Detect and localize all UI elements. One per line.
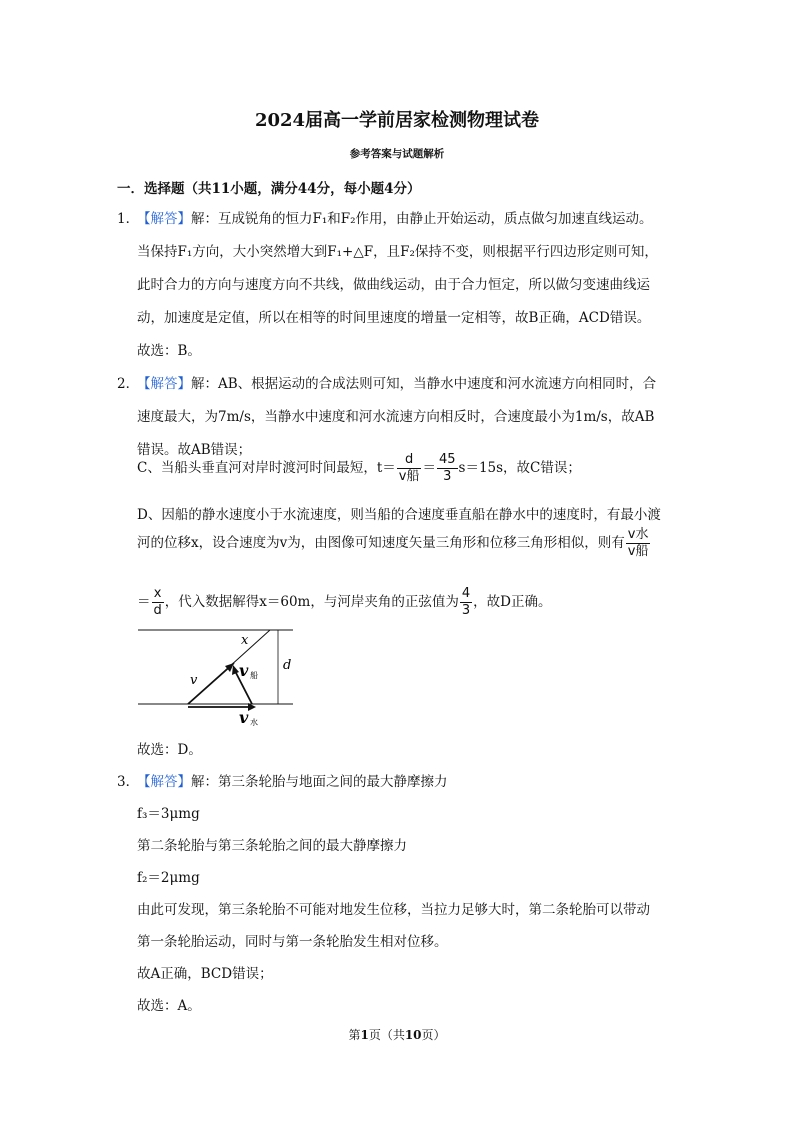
page-subtitle: 参考答案与试题解析 bbox=[349, 148, 445, 160]
section-heading: 一．选择题（共11小题，满分44分，每小题4分） bbox=[117, 181, 421, 197]
footer-text: 页（共 bbox=[368, 1028, 405, 1042]
q3-number: 3． bbox=[117, 774, 140, 790]
q2-answer: 故选：D。 bbox=[137, 742, 202, 758]
answer-tag: 【解答】 bbox=[137, 774, 191, 790]
frac-den: d bbox=[153, 603, 162, 618]
v-boat-arrowhead bbox=[232, 665, 239, 675]
q2-number: 2． bbox=[117, 376, 140, 392]
q2-d2-text: 河的位移x，设合速度为v为，由图像可知速度矢量三角形和位移三角形相似，则有 bbox=[137, 535, 625, 551]
q2-d3-text: ，代入数据解得x＝60m，与河岸夹角的正弦值为 bbox=[164, 594, 459, 610]
q3-line-5: 由此可发现，第三条轮胎不可能对地发生位移，当拉力足够大时，第二条轮胎可以带动 bbox=[137, 902, 650, 918]
q2-line-c bbox=[137, 452, 581, 485]
label-v-boat: v bbox=[239, 661, 249, 680]
q1-line-1 bbox=[137, 207, 653, 227]
velocity-triangle-figure bbox=[138, 625, 308, 730]
frac-num: v水 bbox=[627, 527, 649, 542]
page-number: 1 bbox=[360, 1028, 369, 1042]
frac-num: 4 bbox=[461, 586, 471, 601]
q1-line-4: 动，加速度是定值，所以在相等的时间里速度的增量一定相等，故B正确，ACD错误。 bbox=[137, 310, 651, 326]
label-v-water: v bbox=[239, 708, 249, 727]
q1-answer: 故选：B。 bbox=[137, 343, 201, 359]
label-v-water-sub: 水 bbox=[250, 718, 258, 727]
frac-num: d bbox=[397, 452, 422, 469]
frac-den: 3 bbox=[461, 603, 471, 618]
page-title: 2024届高一学前居家检测物理试卷 bbox=[254, 110, 540, 131]
q2-line-3: 错误。故AB错误； bbox=[137, 442, 252, 458]
fraction-45-over-3 bbox=[437, 452, 458, 485]
frac-den: v船 bbox=[627, 544, 649, 559]
q2-line-d2 bbox=[137, 527, 651, 560]
q1-line-3: 此时合力的方向与速度方向不共线，做曲线运动，由于合力恒定，所以做匀变速曲线运 bbox=[137, 277, 650, 293]
equals: ＝ bbox=[422, 460, 436, 476]
page-footer bbox=[0, 1026, 794, 1043]
fraction-x-over-d bbox=[152, 586, 164, 619]
q2-text-1: 解：AB、根据运动的合成法则可知，当静水中速度和河水流速方向相同时，合 bbox=[191, 376, 657, 392]
q3-answer: 故选：A。 bbox=[137, 998, 201, 1014]
q3-line-4: f₂＝2μmg bbox=[137, 870, 200, 886]
frac-num: 45 bbox=[438, 452, 456, 467]
answer-tag: 【解答】 bbox=[137, 211, 191, 227]
fraction-4-over-3 bbox=[460, 586, 472, 619]
q3-line-2: f₃＝3μmg bbox=[137, 806, 200, 822]
footer-text: 页） bbox=[421, 1028, 446, 1042]
label-v: v bbox=[190, 673, 198, 688]
q1-line-2: 当保持F₁方向，大小突然增大到F₁+△F，且F₂保持不变，则根据平行四边形定则可知， bbox=[137, 244, 658, 260]
q2-line-2: 速度最大，为7m/s，当静水中速度和河水流速方向相反时，合速度最小为1m/s，故AB bbox=[137, 409, 655, 425]
q2-line-d3 bbox=[137, 586, 551, 619]
q3-line-3: 第二条轮胎与第三条轮胎之间的最大静摩擦力 bbox=[137, 838, 407, 854]
q3-text-1: 解：第三条轮胎与地面之间的最大静摩擦力 bbox=[191, 774, 448, 790]
equals: ＝ bbox=[137, 594, 151, 610]
frac-num: x bbox=[152, 586, 164, 603]
q2-d3-result: ，故D正确。 bbox=[473, 594, 552, 610]
footer-text: 第 bbox=[348, 1028, 361, 1042]
q1-text-1: 解：互成锐角的恒力F₁和F₂作用，由静止开始运动，质点做匀加速直线运动。 bbox=[191, 211, 653, 227]
answer-tag: 【解答】 bbox=[137, 376, 191, 392]
q1-number: 1． bbox=[117, 211, 140, 227]
fraction-d-over-v bbox=[397, 452, 422, 485]
q3-line-6: 第一条轮胎运动，同时与第一条轮胎发生相对位移。 bbox=[137, 934, 448, 950]
total-pages: 10 bbox=[404, 1028, 422, 1042]
frac-den: 3 bbox=[443, 469, 452, 484]
q2-line-1 bbox=[137, 372, 656, 392]
fraction-vshui-over-vchuan bbox=[626, 527, 651, 560]
q2-c-result: s＝15s，故C错误； bbox=[458, 460, 581, 476]
frac-den: v船 bbox=[398, 469, 420, 484]
label-v-boat-sub: 船 bbox=[250, 671, 258, 680]
q3-line-7: 故A正确，BCD错误； bbox=[137, 966, 273, 982]
q2-line-d1: D、因船的静水速度小于水流速度，则当船的合速度垂直船在静水中的速度时，有最小渡 bbox=[137, 507, 661, 523]
q3-line-1 bbox=[137, 770, 448, 790]
q2-c-text: C、当船头垂直河对岸时渡河时间最短，t＝ bbox=[137, 460, 396, 476]
label-x: x bbox=[241, 633, 249, 648]
label-d: d bbox=[283, 658, 292, 673]
